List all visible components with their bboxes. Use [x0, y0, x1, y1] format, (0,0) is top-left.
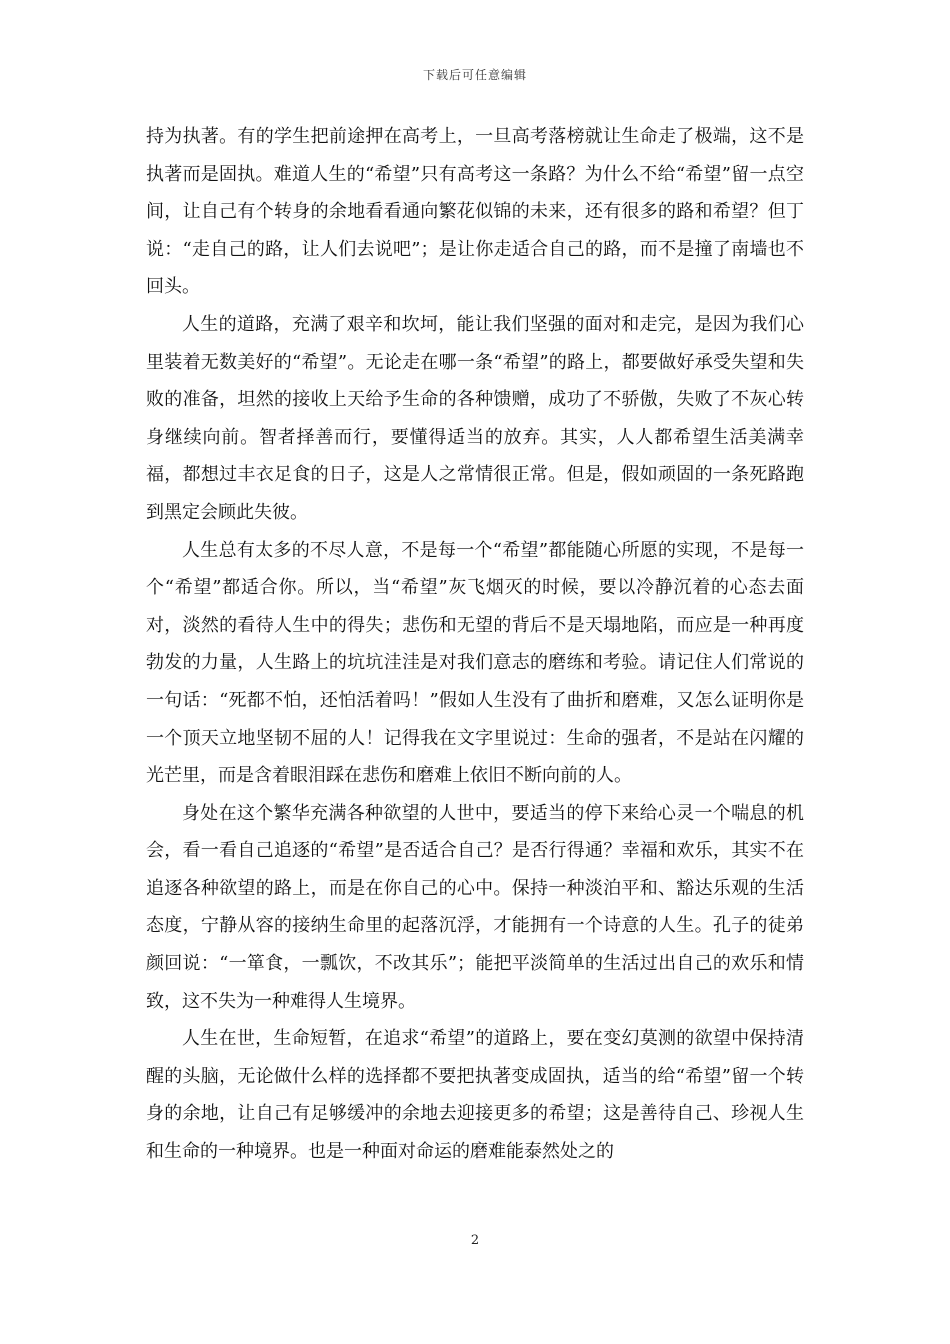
paragraph-5: 人生在世，生命短暂，在追求“希望”的道路上，要在变幻莫测的欲望中保持清醒的头脑，无论做什么样的选择都不要把执著变成固执，适当的给“希望”留一个转身的余地，让自己有足够缓冲的余地去迎接更多的希望；这是善待自己、珍视人生和生命的一种境界。也是一种面对命运的磨难能泰然处之的 [146, 1028, 804, 1163]
paragraph-3: 人生总有太多的不尽人意，不是每一个“希望”都能随心所愿的实现，不是每一个“希望”都适合你。所以，当“希望”灰飞烟灭的时候，要以冷静沉着的心态去面对，淡然的看待人生中的得失；悲伤和无望的背后不是天塌地陷，而应是一种再度勃发的力量，人生路上的坑坑洼洼是对我们意志的磨练和考验。请记住人们常说的一句话：“死都不怕，还怕活着吗！”假如人生没有了曲折和磨难，又怎么证明你是一个顶天立地坚韧不屈的人！记得我在文字里说过：生命的强者，不是站在闪耀的光芒里，而是含着眼泪踩在悲伤和磨难上依旧不断向前的人。 [146, 539, 804, 787]
paragraph-4: 身处在这个繁华充满各种欲望的人世中，要适当的停下来给心灵一个喘息的机会，看一看自己追逐的“希望”是否适合自己？是否行得通？幸福和欢乐，其实不在追逐各种欲望的路上，而是在你自己的心中。保持一种淡泊平和、豁达乐观的生活态度，宁静从容的接纳生命里的起落沉浮，才能拥有一个诗意的人生。孔子的徒弟颜回说：“一箪食，一瓢饮，不改其乐”；能把平淡简单的生活过出自己的欢乐和情致，这不失为一种难得人生境界。 [146, 802, 804, 1012]
paragraph-1: 持为执著。有的学生把前途押在高考上，一旦高考落榜就让生命走了极端，这不是执著而是固执。难道人生的“希望”只有高考这一条路？为什么不给“希望”留一点空间，让自己有个转身的余地看看通向繁花似锦的未来，还有很多的路和希望？但丁说：“走自己的路，让人们去说吧”；是让你走适合自己的路，而不是撞了南墙也不回头。 [146, 126, 804, 298]
paragraph-2: 人生的道路，充满了艰辛和坎坷，能让我们坚强的面对和走完，是因为我们心里装着无数美好的“希望”。无论走在哪一条“希望”的路上，都要做好承受失望和失败的准备，坦然的接收上天给予生命的各种馈赠，成功了不骄傲，失败了不灰心转身继续向前。智者择善而行，要懂得适当的放弃。其实，人人都希望生活美满幸福，都想过丰衣足食的日子，这是人之常情很正常。但是，假如顽固的一条死路跑到黑定会顾此失彼。 [146, 313, 804, 523]
page-number: 2 [470, 1233, 480, 1248]
document-body [146, 118, 804, 1171]
page-header: 下载后可任意编辑 [422, 68, 527, 82]
